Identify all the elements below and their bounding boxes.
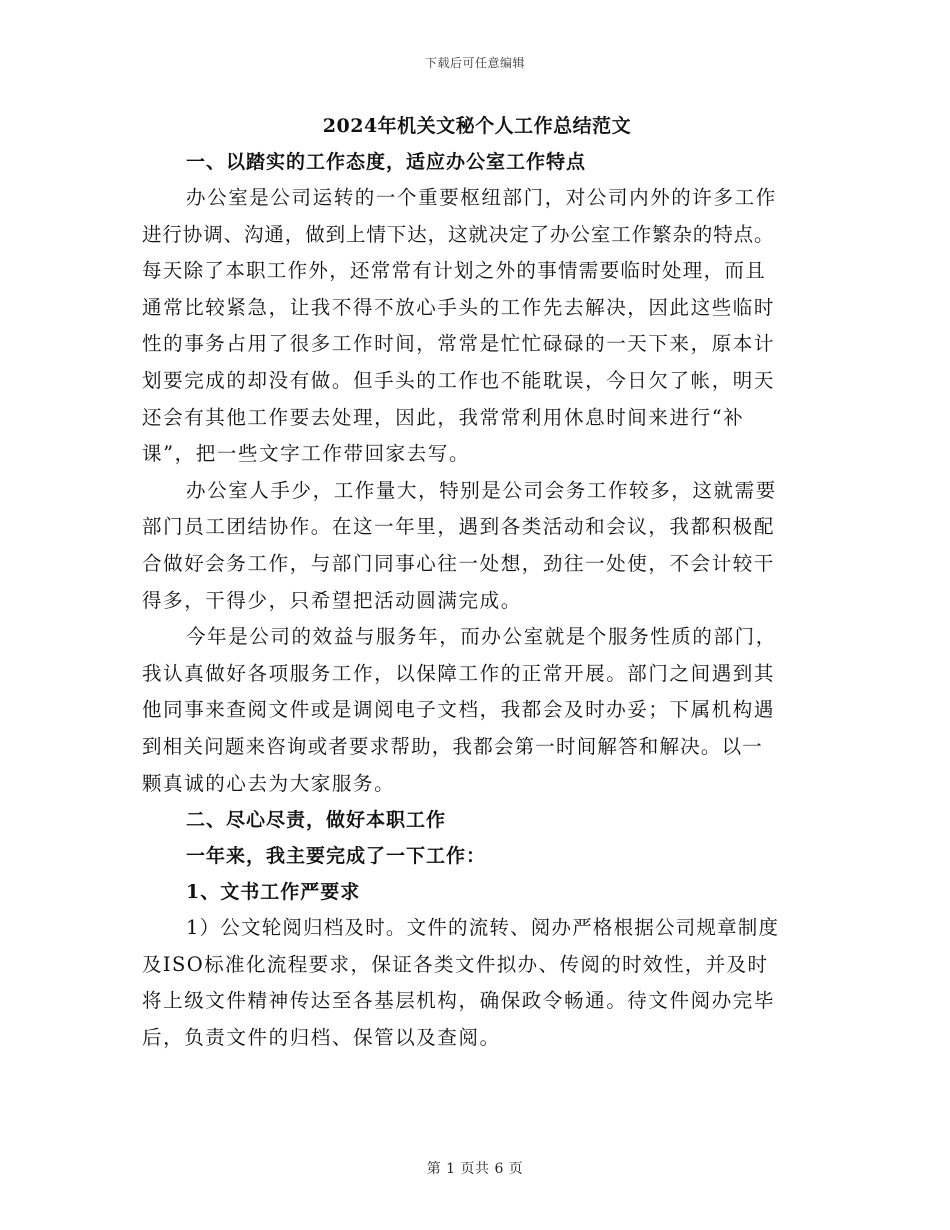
paragraph-line: 后，负责文件的归档、保管以及查阅。 <box>142 1025 501 1049</box>
paragraph-line: 性的事务占用了很多工作时间，常常是忙忙碌碌的一天下来，原本计 <box>142 332 776 356</box>
paragraph-line: 他同事来查阅文件或是调阅电子文档，我都会及时办妥；下属机构遇 <box>142 698 776 722</box>
section-2-heading: 二、尽心尽责，做好本职工作 <box>186 809 447 832</box>
paragraph-4 <box>142 910 812 1056</box>
section-1-heading: 一、以踏实的工作态度，适应办公室工作特点 <box>186 151 587 173</box>
paragraph-line: 将上级文件精神传达至各基层机构，确保政令畅通。待文件阅办完毕 <box>142 989 776 1013</box>
paragraph-2 <box>142 473 812 619</box>
page-number-footer: 第 1 页共 6 页 <box>426 1161 524 1177</box>
paragraph-line: 颗真诚的心去为大家服务。 <box>142 771 396 795</box>
paragraph-line: 到相关问题来咨询或者要求帮助，我都会第一时间解答和解决。以一 <box>142 734 764 758</box>
paragraph-line: 得多，干得少，只希望把活动圆满完成。 <box>142 588 522 612</box>
paragraph-line: 及ISO标准化流程要求，保证各类文件拟办、传阅的时效性，并及时 <box>142 952 769 976</box>
paragraph-line: 部门员工团结协作。在这一年里，遇到各类活动和会议，我都积极配 <box>142 515 776 539</box>
paragraph-line: 每天除了本职工作外，还常常有计划之外的事情需要临时处理，而且 <box>142 259 767 283</box>
paragraph-line: 办公室人手少，工作量大，特别是公司会务工作较多，这就需要 <box>186 478 777 502</box>
paragraph-line: 通常比较紧急，让我不得不放心手头的工作先去解决，因此这些临时 <box>142 295 776 319</box>
document-title: 2024年机关文秘个人工作总结范文 <box>322 115 632 137</box>
section-2-intro: 一年来，我主要完成了一下工作： <box>186 845 487 868</box>
paragraph-line: 办公室是公司运转的一个重要枢纽部门，对公司内外的许多工作 <box>186 186 777 209</box>
paragraph-line: 我认真做好各项服务工作，以保障工作的正常开展。部门之间遇到其 <box>142 661 776 685</box>
paragraph-line: 还会有其他工作要去处理，因此，我常常利用休息时间来进行“补 <box>142 405 745 429</box>
header-note: 下载后可任意编辑 <box>424 56 525 70</box>
paragraph-line: 合做好会务工作，与部门同事心往一处想，劲往一处使，不会计较干 <box>142 551 776 575</box>
paragraph-line: 课”，把一些文字工作带回家去写。 <box>142 442 471 466</box>
paragraph-line: 划要完成的却没有做。但手头的工作也不能耽误，今日欠了帐，明天 <box>142 368 776 392</box>
paragraph-1 <box>142 180 812 473</box>
paragraph-line: 1）公文轮阅归档及时。文件的流转、阅办严格根据公司规章制度 <box>186 916 780 940</box>
subsection-1-heading: 1、文书工作严要求 <box>186 881 361 904</box>
paragraph-3 <box>142 619 812 802</box>
document-body <box>142 108 812 1056</box>
paragraph-line: 今年是公司的效益与服务年，而办公室就是个服务性质的部门， <box>186 625 777 649</box>
paragraph-line: 进行协调、沟通，做到上情下达，这就决定了办公室工作繁杂的特点。 <box>142 222 775 246</box>
